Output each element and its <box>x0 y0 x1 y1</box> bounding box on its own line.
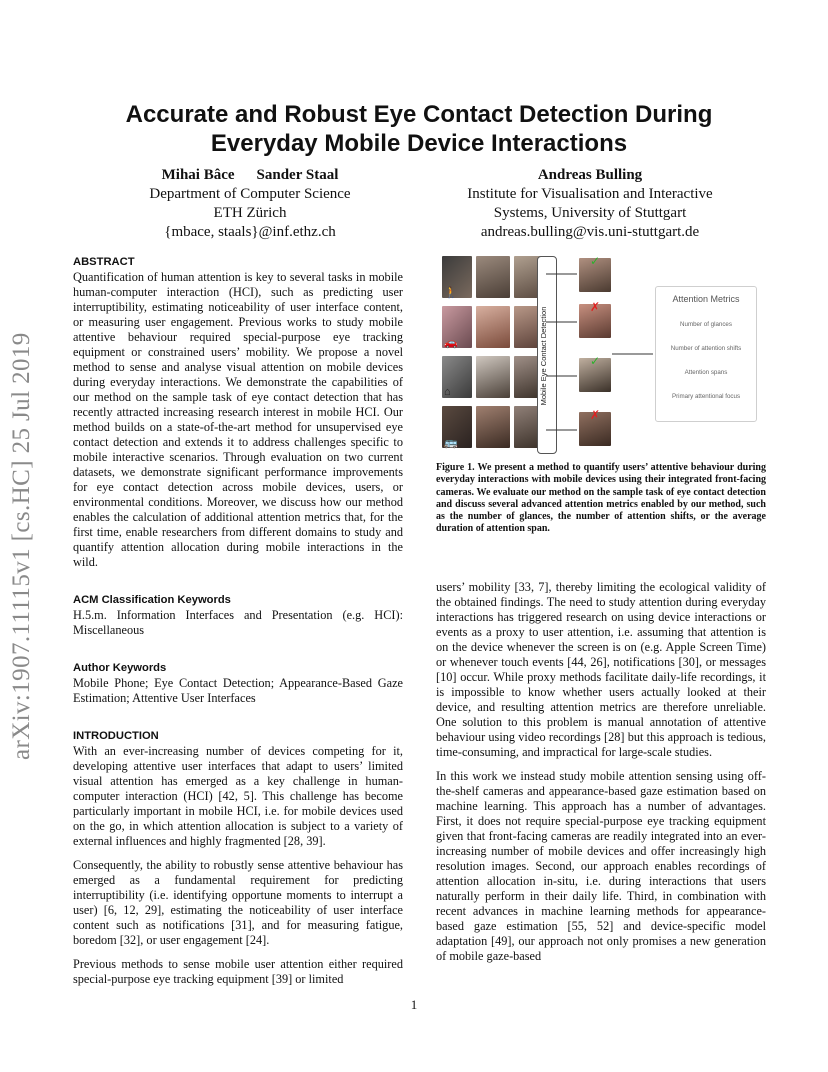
figure-caption: Figure 1. We present a method to quantify users’ attentive behaviour during everyday interactions with mobile devices using their integrated front-facing cameras. We evaluate our method on the sample task of eye contact detection and discuss several advanced attention metrics enabled by our method, such as the number of glances, the number of attention shifts, or the average duration of attention span. <box>436 462 766 535</box>
authors-right <box>440 166 740 242</box>
affiliation-line-4: Systems, University of Stuttgart <box>493 205 687 221</box>
intro-paragraph-3: Previous methods to sense mobile user attention either required special-purpose eye tracking equipment [39] or limited <box>73 957 403 986</box>
abstract-heading: ABSTRACT <box>73 256 135 268</box>
affiliation-line-3: Institute for Visualisation and Interactive <box>467 186 713 202</box>
pipeline-label: Mobile Eye Contact Detection <box>539 306 548 406</box>
author-email: {mbace, staals}@inf.ethz.ch <box>164 224 336 240</box>
metrics-title: Attention Metrics <box>672 294 740 304</box>
attention-metrics-box <box>655 286 757 422</box>
intro-paragraph-1: With an ever-increasing number of devices competing for it, developing attentive user interfaces that adapt to users’ limited visual attention has emerged as a key challenge in human-computer interaction (HCI) [42, 5]. This challenge has become particularly important in mobile HCI, i.e. for mobile devices used on the go, in which attention allocation is subject to a variety of external influences and highly fragmented [28, 39]. <box>73 744 403 848</box>
bus-icon: 🚌 <box>444 437 458 449</box>
page-number: 1 <box>410 997 418 1012</box>
walking-icon: 🚶 <box>444 287 458 299</box>
cross-icon: ✗ <box>590 300 601 314</box>
check-icon: ✓ <box>590 254 601 268</box>
author-email-2: andreas.bulling@vis.uni-stuttgart.de <box>480 224 700 240</box>
authors-left <box>112 166 388 242</box>
home-icon: ⌂ <box>444 386 451 398</box>
paper-title <box>60 100 778 158</box>
cross-icon: ✗ <box>590 408 601 422</box>
acm-heading: ACM Classification Keywords <box>73 594 231 606</box>
title-line-2: Everyday Mobile Device Interactions <box>210 130 628 157</box>
acm-text: H.5.m. Information Interfaces and Presentation (e.g. HCI): Miscellaneous <box>73 608 403 637</box>
keywords-text: Mobile Phone; Eye Contact Detection; Appearance-Based Gaze Estimation; Attentive User Interfaces <box>73 676 403 705</box>
figure-1 <box>440 254 770 454</box>
affiliation-line-2: ETH Zürich <box>213 205 287 221</box>
metric-item: Number of glances <box>680 321 732 328</box>
left-column <box>73 255 403 996</box>
intro-paragraph-2: Consequently, the ability to robustly sense attentive behaviour has emerged as a fundamental requirement for predicting interruptibility (i.e. identifying opportune moments to interrupt a user) [6, 12, 29], estimating the noticeability of user interface content such as notifications [31], and for measuring fatigue, boredom [32], or user engagement [24]. <box>73 858 403 947</box>
author-name-3: Andreas Bulling <box>537 167 643 183</box>
affiliation-line-1: Department of Computer Science <box>149 186 351 202</box>
metric-item: Number of attention shifts <box>670 345 742 352</box>
author-name-2: Sander Staal <box>256 167 339 183</box>
right-column <box>436 580 766 973</box>
arxiv-stamp: arXiv:1907.11115v1 [cs.HC] 25 Jul 2019 <box>8 332 35 760</box>
title-line-1: Accurate and Robust Eye Contact Detection During <box>125 101 713 128</box>
metric-item: Attention spans <box>684 369 728 376</box>
check-icon: ✓ <box>590 354 601 368</box>
right-paragraph-1: users’ mobility [33, 7], thereby limiting the ecological validity of the obtained findings. The need to study attention during everyday interactions has triggered research on using device interactions or events as a proxy to user attention, i.e. assuming that attention is on the device whenever the screen is on (e.g. Apple Screen Time) or whenever touch events [44, 26], notifications [30], or messages [10] occur. While proxy methods facilitate daily-life recordings, it is impossible to know whether users actually looked at their device, and resulting attention metrics are therefore unreliable. One solution to this problem is manual annotation of attentive behaviour using video recordings [28] but this approach is tedious, time-consuming, and impractical for large-scale studies. <box>436 580 766 759</box>
author-name-1: Mihai Bâce <box>161 167 235 183</box>
metric-item: Primary attentional focus <box>671 393 741 400</box>
car-icon: 🚗 <box>444 337 458 349</box>
keywords-heading: Author Keywords <box>73 662 167 674</box>
right-paragraph-2: In this work we instead study mobile attention sensing using off-the-shelf cameras and appearance-based gaze estimation based on machine learning. This approach has a number of advantages. First, it does not require special-purpose eye tracking equipment given that front-facing cameras are readily integrated into an ever-increasing number of mobile devices and offer increasingly high resolution images. Second, our approach enables recordings of attention allocation in-situ, i.e. during interactions that users naturally perform in their daily life. Third, in combination with recent advances in machine learning methods for appearance-based gaze estimation [55, 52] and device-specific model adaptation [49], our approach not only promises a new generation of mobile gaze-based <box>436 769 766 963</box>
abstract-text: Quantification of human attention is key to several tasks in mobile human-computer interaction (HCI), such as predicting user interruptibility, estimating noticeability of user interface content, or measuring user engagement. Previous works to study mobile attentive behaviour required special-purpose eye tracking equipment or constrained users’ mobility. We propose a novel method to sense and analyse visual attention on mobile devices during everyday interactions. We demonstrate the capabilities of our method on the sample task of eye contact detection that has recently attracted increasing research interest in mobile HCI. Our method builds on a state-of-the-art method for unsupervised eye contact detection and extends it to address challenges specific to mobile interactive scenarios. Through evaluation on two current datasets, we demonstrate significant performance improvements for eye contact detection across mobile devices, users, or environmental conditions. Moreover, we discuss how our method enables the calculation of additional attention metrics that, for the first time, enable researchers from different domains to study and quantify attention allocation during mobile interactions in the wild. <box>73 270 403 569</box>
intro-heading: INTRODUCTION <box>73 730 159 742</box>
